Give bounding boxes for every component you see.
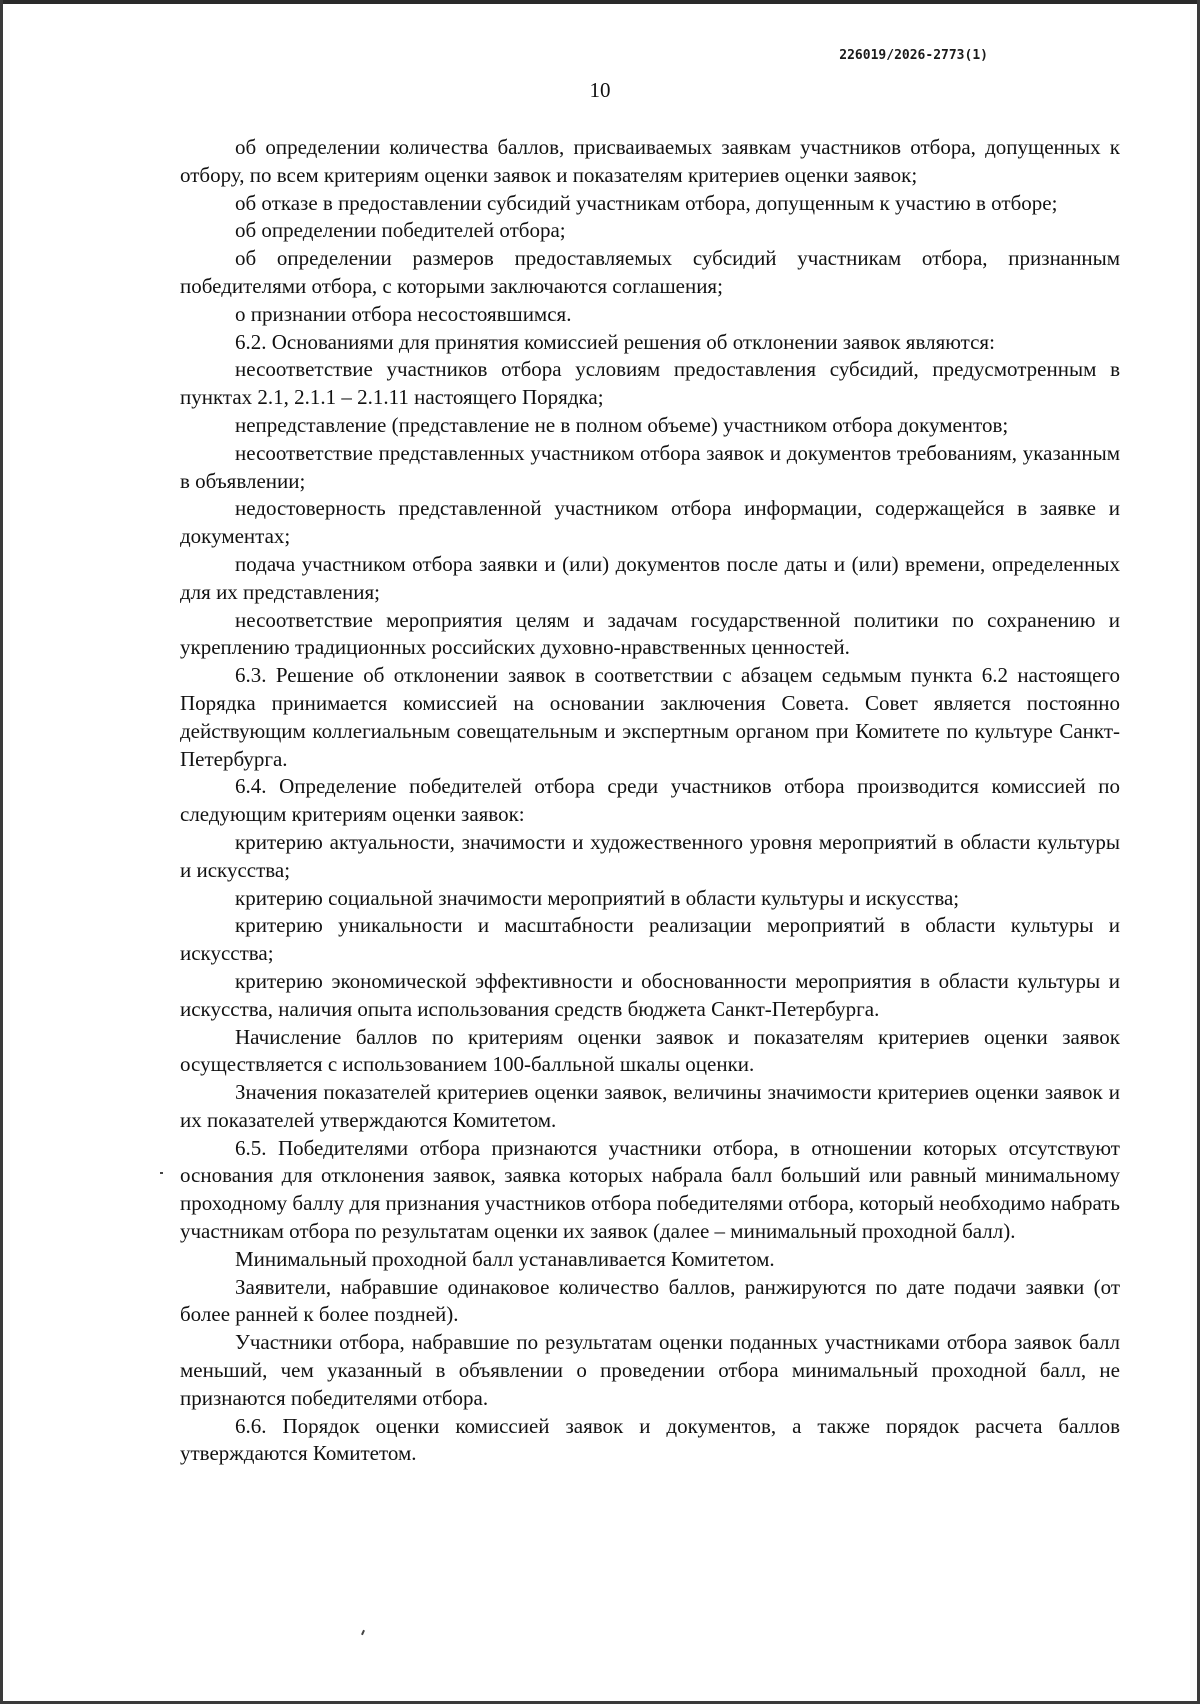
paragraph: Заявители, набравшие одинаковое количество баллов, ранжируются по дате подачи заявки (от более ранней к более поздней). [180,1274,1120,1327]
paragraph: критерию актуальности, значимости и художественного уровня мероприятий в области культуры и искусства; [180,829,1120,882]
paragraph: критерию уникальности и масштабности реализации мероприятий в области культуры и искусства; [180,913,1120,966]
paragraph: недостоверность представленной участником отбора информации, содержащейся в заявке и документах; [180,496,1120,549]
page-number: 10 [589,78,611,102]
paragraph: подача участником отбора заявки и (или) документов после даты и (или) времени, определенных для их представления; [180,551,1120,604]
paragraph: Значения показателей критериев оценки заявок, величины значимости критериев оценки заявок и их показателей утверждаются Комитетом. [180,1080,1120,1132]
paragraph: о признании отбора несостоявшимся. [235,301,572,326]
paragraph: несоответствие представленных участником отбора заявок и документов требованиям, указанным в объявлении; [180,440,1120,493]
document-id: 226019/2026-2773(1) [839,48,988,63]
paragraph: Минимальный проходной балл устанавливается Комитетом. [235,1246,775,1271]
scan-speck [160,1172,163,1174]
paragraph: 6.2. Основаниями для принятия комиссией решения об отклонении заявок являются: [235,329,995,354]
paragraph: непредставление (представление не в полном объеме) участником отбора документов; [235,412,1009,437]
paragraph: об определении победителей отбора; [235,218,566,243]
document-body [180,134,1120,1468]
paragraph: Участники отбора, набравшие по результатам оценки поданных участниками отбора заявок балл меньший, чем указанный в объявлении о проведении отбора минимальный проходной балл, не признаются победителями отбора. [180,1330,1120,1410]
paragraph: Начисление баллов по критериям оценки заявок и показателям критериев оценки заявок осуществляется с использованием 100-балльной шкалы оценки. [180,1024,1120,1077]
scan-speck [361,1630,365,1635]
paragraph: об отказе в предоставлении субсидий участникам отбора, допущенным к участию в отборе; [235,190,1058,215]
scan-border-top [0,0,1200,4]
paragraph: несоответствие участников отбора условиям предоставления субсидий, предусмотренным в пунктах 2.1, 2.1.1 – 2.1.11 настоящего Порядка; [180,357,1120,410]
scan-border-left [0,0,3,1704]
paragraph: 6.3. Решение об отклонении заявок в соответствии с абзацем седьмым пункта 6.2 настоящего Порядка принимается комиссией на основании заключения Совета. Совет является постоянно действующим коллегиальным совещательным и экспертным органом при Комитете по культуре Санкт-Петербурга. [180,663,1120,771]
paragraph: об определении размеров предоставляемых субсидий участникам отбора, признанным победителями отбора, с которыми заключаются соглашения; [180,246,1120,298]
paragraph: об определении количества баллов, присваиваемых заявкам участников отбора, допущенных к отбору, по всем критериям оценки заявок и показателям критериев оценки заявок; [180,135,1120,187]
paragraph: несоответствие мероприятия целям и задачам государственной политики по сохранению и укреплению традиционных российских духовно-нравственных ценностей. [180,607,1120,660]
paragraph: 6.5. Победителями отбора признаются участники отбора, в отношении которых отсутствуют основания для отклонения заявок, заявка которых набрала балл больший или равный минимальному проходному баллу для признания участников отбора победителями отбора, который необходимо набрать участникам отбора по результатам оценки их заявок (далее – минимальный проходной балл). [180,1135,1120,1244]
paragraph: критерию социальной значимости мероприятий в области культуры и искусства; [235,885,960,910]
paragraph: 6.6. Порядок оценки комиссией заявок и документов, а также порядок расчета баллов утверждаются Комитетом. [180,1413,1120,1466]
paragraph: 6.4. Определение победителей отбора среди участников отбора производится комиссией по следующим критериям оценки заявок: [180,774,1120,827]
paragraph: критерию экономической эффективности и обоснованности мероприятия в области культуры и искусства, наличия опыта использования средств бюджета Санкт-Петербурга. [180,968,1120,1021]
